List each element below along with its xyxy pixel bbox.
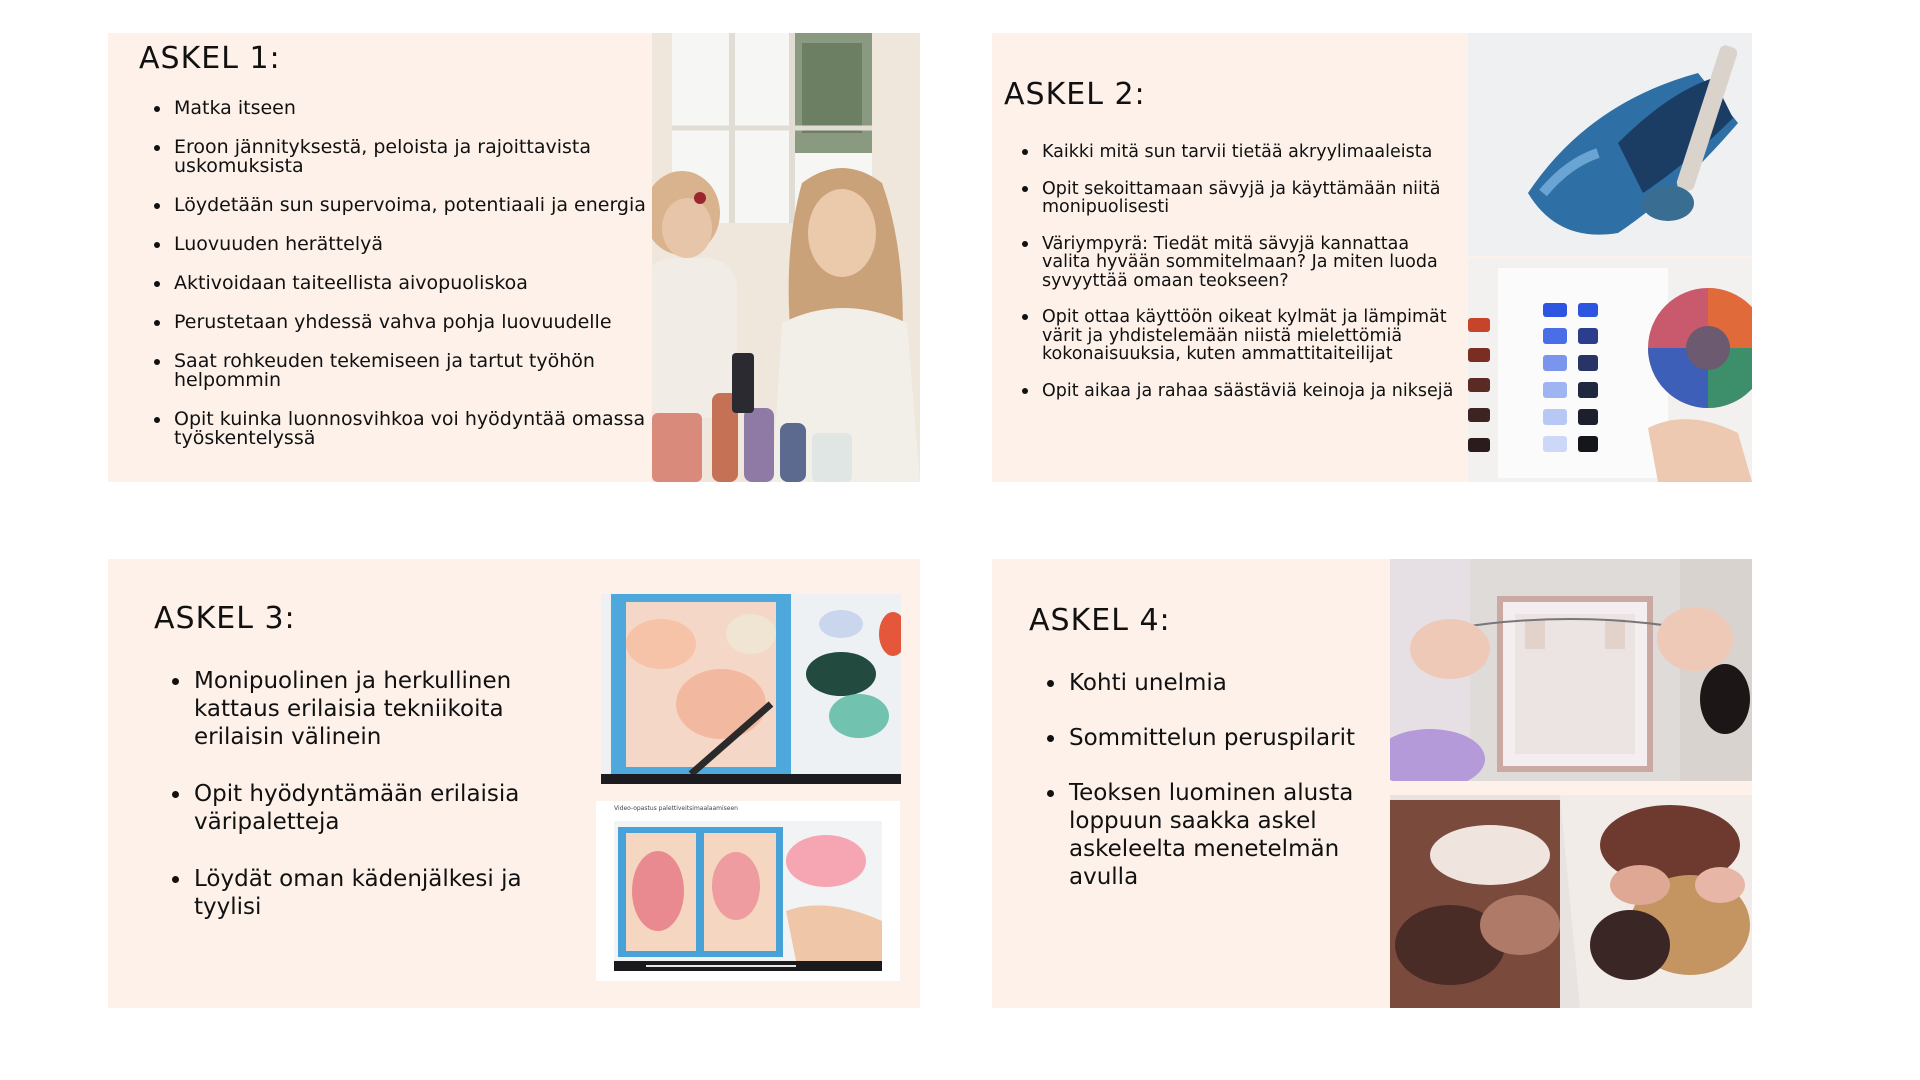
step-4-list xyxy=(1047,669,1387,918)
list-item: Matka itseen xyxy=(154,99,664,118)
list-item: Opit ottaa käyttöön oikeat kylmät ja lämpimät värit ja yhdistelemään niistä mielettömiä kokonaisuuksia, kuten ammattitaiteilijat xyxy=(1022,308,1462,364)
list-item: Opit kuinka luonnosvihkoa voi hyödyntää omassa työskentelyssä xyxy=(154,410,664,448)
list-item: Löydät oman kädenjälkesi ja tyylisi xyxy=(172,865,572,921)
list-item: Opit sekoittamaan sävyjä ja käyttämään niitä monipuolisesti xyxy=(1022,180,1462,217)
blue-brushstroke-photo xyxy=(1468,33,1752,256)
step-1-list xyxy=(154,99,664,468)
women-painting-photo xyxy=(652,33,920,482)
color-chart-photo xyxy=(1468,258,1752,482)
list-item: Opit hyödyntämään erilaisia väripaletteja xyxy=(172,780,572,836)
list-item: Eroon jännityksestä, peloista ja rajoittavista uskomuksista xyxy=(154,138,664,176)
step-3-list xyxy=(172,667,572,950)
list-item: Luovuuden herättelyä xyxy=(154,235,664,254)
step-3-title: ASKEL 3: xyxy=(154,601,296,636)
list-item: Monipuolinen ja herkullinen kattaus erilaisia tekniikoita erilaisin välinein xyxy=(172,667,572,751)
list-item: Kohti unelmia xyxy=(1047,669,1387,697)
list-item: Teoksen luominen alusta loppuun saakka askel askeleelta menetelmän avulla xyxy=(1047,779,1387,891)
list-item: Opit aikaa ja rahaa säästäviä keinoja ja niksejä xyxy=(1022,382,1462,401)
palette-knife-painting-photo xyxy=(601,594,901,784)
list-item: Saat rohkeuden tekemiseen ja tartut työhön helpommin xyxy=(154,352,664,390)
video-tutorial-screenshot xyxy=(596,801,900,981)
list-item: Sommittelun peruspilarit xyxy=(1047,724,1387,752)
step-1-title: ASKEL 1: xyxy=(139,41,281,76)
step-3-card xyxy=(108,559,920,1008)
step-1-card xyxy=(108,33,920,482)
abstract-paintings-photo xyxy=(1390,795,1752,1008)
video-caption: Video-opastus palettiveitsimaalaamiseen xyxy=(614,805,738,812)
step-2-list xyxy=(1022,143,1462,418)
step-2-title: ASKEL 2: xyxy=(1004,77,1146,112)
canvas-wire-photo xyxy=(1390,559,1752,781)
step-4-title: ASKEL 4: xyxy=(1029,603,1171,638)
list-item: Löydetään sun supervoima, potentiaali ja energia xyxy=(154,196,664,215)
step-2-card xyxy=(992,33,1752,482)
list-item: Perustetaan yhdessä vahva pohja luovuudelle xyxy=(154,313,664,332)
step-4-card xyxy=(992,559,1752,1008)
list-item: Kaikki mitä sun tarvii tietää akryylimaaleista xyxy=(1022,143,1462,162)
list-item: Väriympyrä: Tiedät mitä sävyjä kannattaa valita hyvään sommitelmaan? Ja miten luoda syvyyttää omaan teokseen? xyxy=(1022,235,1462,291)
list-item: Aktivoidaan taiteellista aivopuoliskoa xyxy=(154,274,664,293)
